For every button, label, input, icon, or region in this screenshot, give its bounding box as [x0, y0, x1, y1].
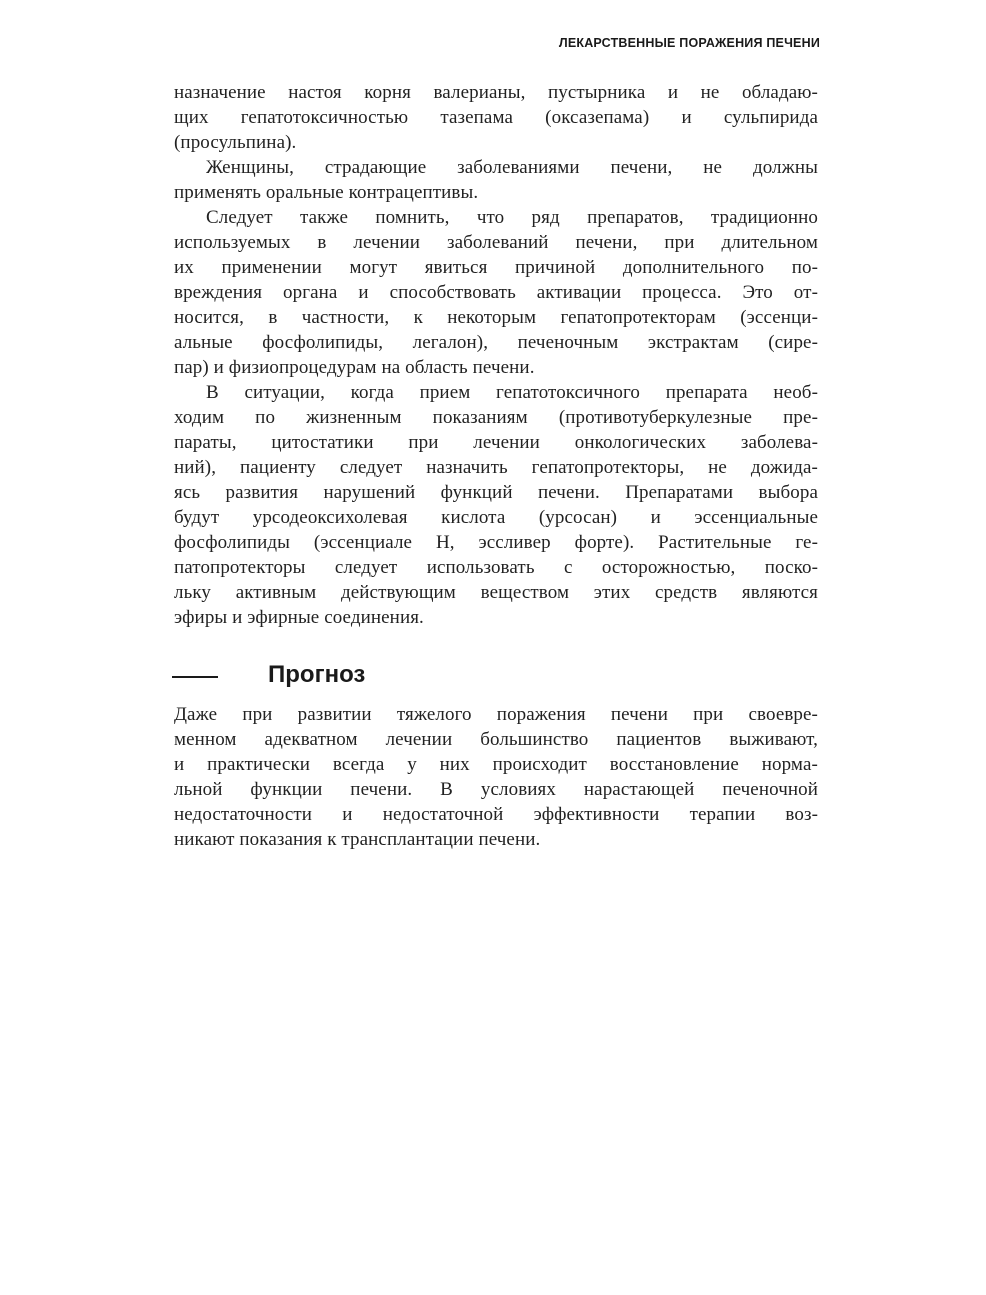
text-line: щих гепатотоксичностью тазепама (оксазепама) и сульпирида — [174, 107, 818, 128]
text-line: Даже при развитии тяжелого поражения печени при своевре- — [174, 704, 818, 725]
text-line: недостаточности и недостаточной эффективности терапии воз- — [174, 804, 818, 825]
text-line: параты, цитостатики при лечении онкологических заболева- — [174, 432, 818, 453]
text-line: никают показания к трансплантации печени. — [174, 829, 541, 850]
text-line: фосфолипиды (эссенциале Н, эссливер форте). Растительные ге- — [174, 532, 818, 553]
text-line: льной функции печени. В условиях нарастающей печеночной — [174, 779, 818, 800]
text-line: их применении могут явиться причиной дополнительного по- — [174, 257, 818, 278]
text-line: В ситуации, когда прием гепатотоксичного препарата необ- — [206, 382, 818, 403]
section-title: Прогноз — [268, 661, 366, 688]
text-line: назначение настоя корня валерианы, пустырника и не обладаю- — [174, 82, 818, 103]
text-line: льку активным действующим веществом этих средств являются — [174, 582, 818, 603]
text-line: эфиры и эфирные соединения. — [174, 607, 424, 628]
text-line: будут урсодеоксихолевая кислота (урсосан) и эссенциальные — [174, 507, 818, 528]
body-text-bottom — [174, 702, 818, 852]
text-line: ходим по жизненным показаниям (противотуберкулезные пре- — [174, 407, 818, 428]
text-line: альные фосфолипиды, легалон), печеночным экстрактам (сире- — [174, 332, 818, 353]
text-line: Женщины, страдающие заболеваниями печени, не должны — [206, 157, 818, 178]
text-line: и практически всегда у них происходит восстановление нормa- — [174, 754, 818, 775]
running-header: ЛЕКАРСТВЕННЫЕ ПОРАЖЕНИЯ ПЕЧЕНИ — [558, 36, 820, 50]
text-line: Следует также помнить, что ряд препаратов, традиционно — [206, 207, 818, 228]
text-line: пар) и физиопроцедурам на область печени. — [174, 357, 535, 378]
text-line: применять оральные контрацептивы. — [174, 182, 479, 203]
body-text-top — [174, 80, 818, 630]
text-line: менном адекватном лечении большинство пациентов выживают, — [174, 729, 818, 750]
text-line: ясь развития нарушений функций печени. Препаратами выбора — [174, 482, 818, 503]
text-line: (просульпина). — [174, 132, 297, 153]
text-line: используемых в лечении заболеваний печени, при длительном — [174, 232, 818, 253]
text-line: ний), пациенту следует назначить гепатопротекторы, не дожида- — [174, 457, 818, 478]
text-line: патопротекторы следует использовать с осторожностью, поско- — [174, 557, 818, 578]
heading-rule — [172, 676, 218, 678]
text-line: вреждения органа и способствовать активации процесса. Это от- — [174, 282, 818, 303]
text-line: носится, в частности, к некоторым гепатопротекторам (эссенци- — [174, 307, 818, 328]
section-heading — [172, 658, 818, 692]
